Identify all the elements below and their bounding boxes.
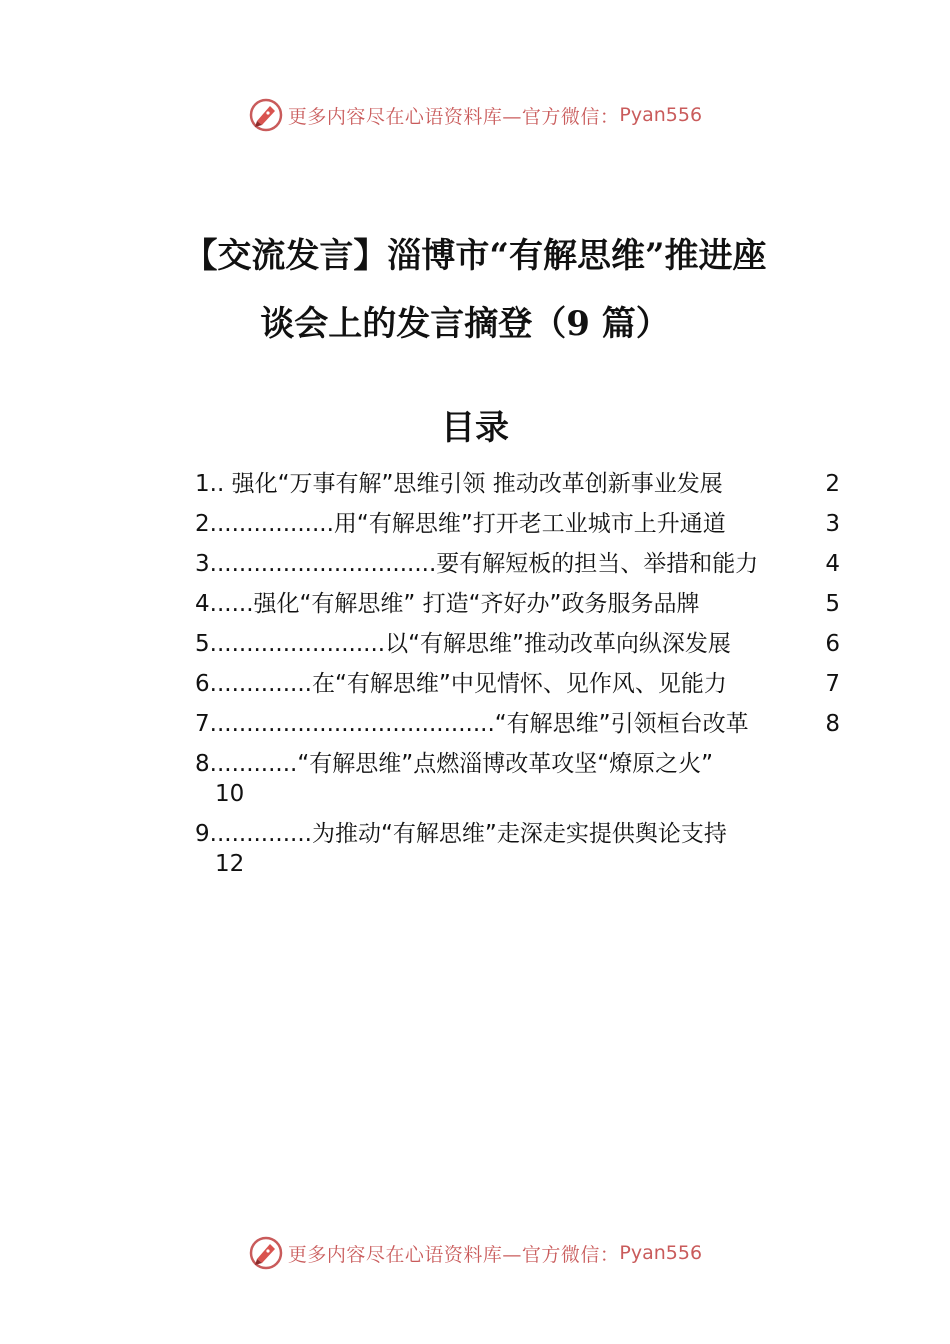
toc-entry: 1.. 强化“万事有解”思维引领 推动改革创新事业发展 (195, 471, 723, 497)
banner-wechat-id: Pyan556 (619, 1242, 703, 1264)
toc-entry: 4......强化“有解思维” 打造“齐好办”政务服务品牌 (195, 591, 700, 617)
toc-item[interactable] (195, 586, 840, 626)
toc-page-number: 7 (825, 671, 840, 697)
toc-page-number: 2 (825, 471, 840, 497)
toc-item[interactable] (195, 546, 840, 586)
toc-item[interactable] (195, 666, 840, 706)
document-title-line-1: 【交流发言】淄博市“有解思维”推进座 (183, 236, 767, 276)
toc-item[interactable] (195, 626, 840, 666)
banner-text: 更多内容尽在心语资料库—官方微信： (287, 105, 620, 128)
toc-item[interactable] (195, 466, 840, 506)
pen-nib-logo-icon (248, 97, 284, 133)
toc-entry: 7.......................................“有解思维”引领桓台改革 (195, 711, 749, 737)
toc-item[interactable] (195, 816, 840, 886)
table-of-contents (195, 466, 840, 886)
toc-heading: 目录 (441, 408, 509, 448)
toc-page-number: 6 (825, 631, 840, 657)
watermark-banner-top (0, 95, 950, 135)
toc-item[interactable] (195, 506, 840, 546)
toc-page-number: 4 (825, 551, 840, 577)
banner-wechat-id: Pyan556 (619, 104, 703, 126)
toc-page-number: 5 (825, 591, 840, 617)
toc-item[interactable] (195, 706, 840, 746)
toc-entry: 2.................用“有解思维”打开老工业城市上升通道 (195, 511, 726, 537)
toc-page-number: 10 (215, 781, 245, 807)
toc-entry: 5........................以“有解思维”推动改革向纵深发展 (195, 631, 731, 657)
watermark-banner-bottom (0, 1233, 950, 1273)
toc-entry: 9..............为推动“有解思维”走深走实提供舆论支持 (195, 821, 727, 847)
pen-nib-logo-icon (248, 1235, 284, 1271)
toc-page-number: 3 (825, 511, 840, 537)
toc-entry: 6..............在“有解思维”中见情怀、见作风、见能力 (195, 671, 727, 697)
toc-item[interactable] (195, 746, 840, 816)
document-title-line-2: 谈会上的发言摘登（9 篇） (260, 304, 670, 344)
toc-page-number: 8 (825, 711, 840, 737)
toc-entry: 8............“有解思维”点燃淄博改革攻坚“燎原之火” (195, 751, 714, 777)
banner-text: 更多内容尽在心语资料库—官方微信： (287, 1243, 620, 1266)
toc-page-number: 12 (215, 851, 245, 877)
toc-entry: 3...............................要有解短板的担当、举措和能力 (195, 551, 759, 577)
